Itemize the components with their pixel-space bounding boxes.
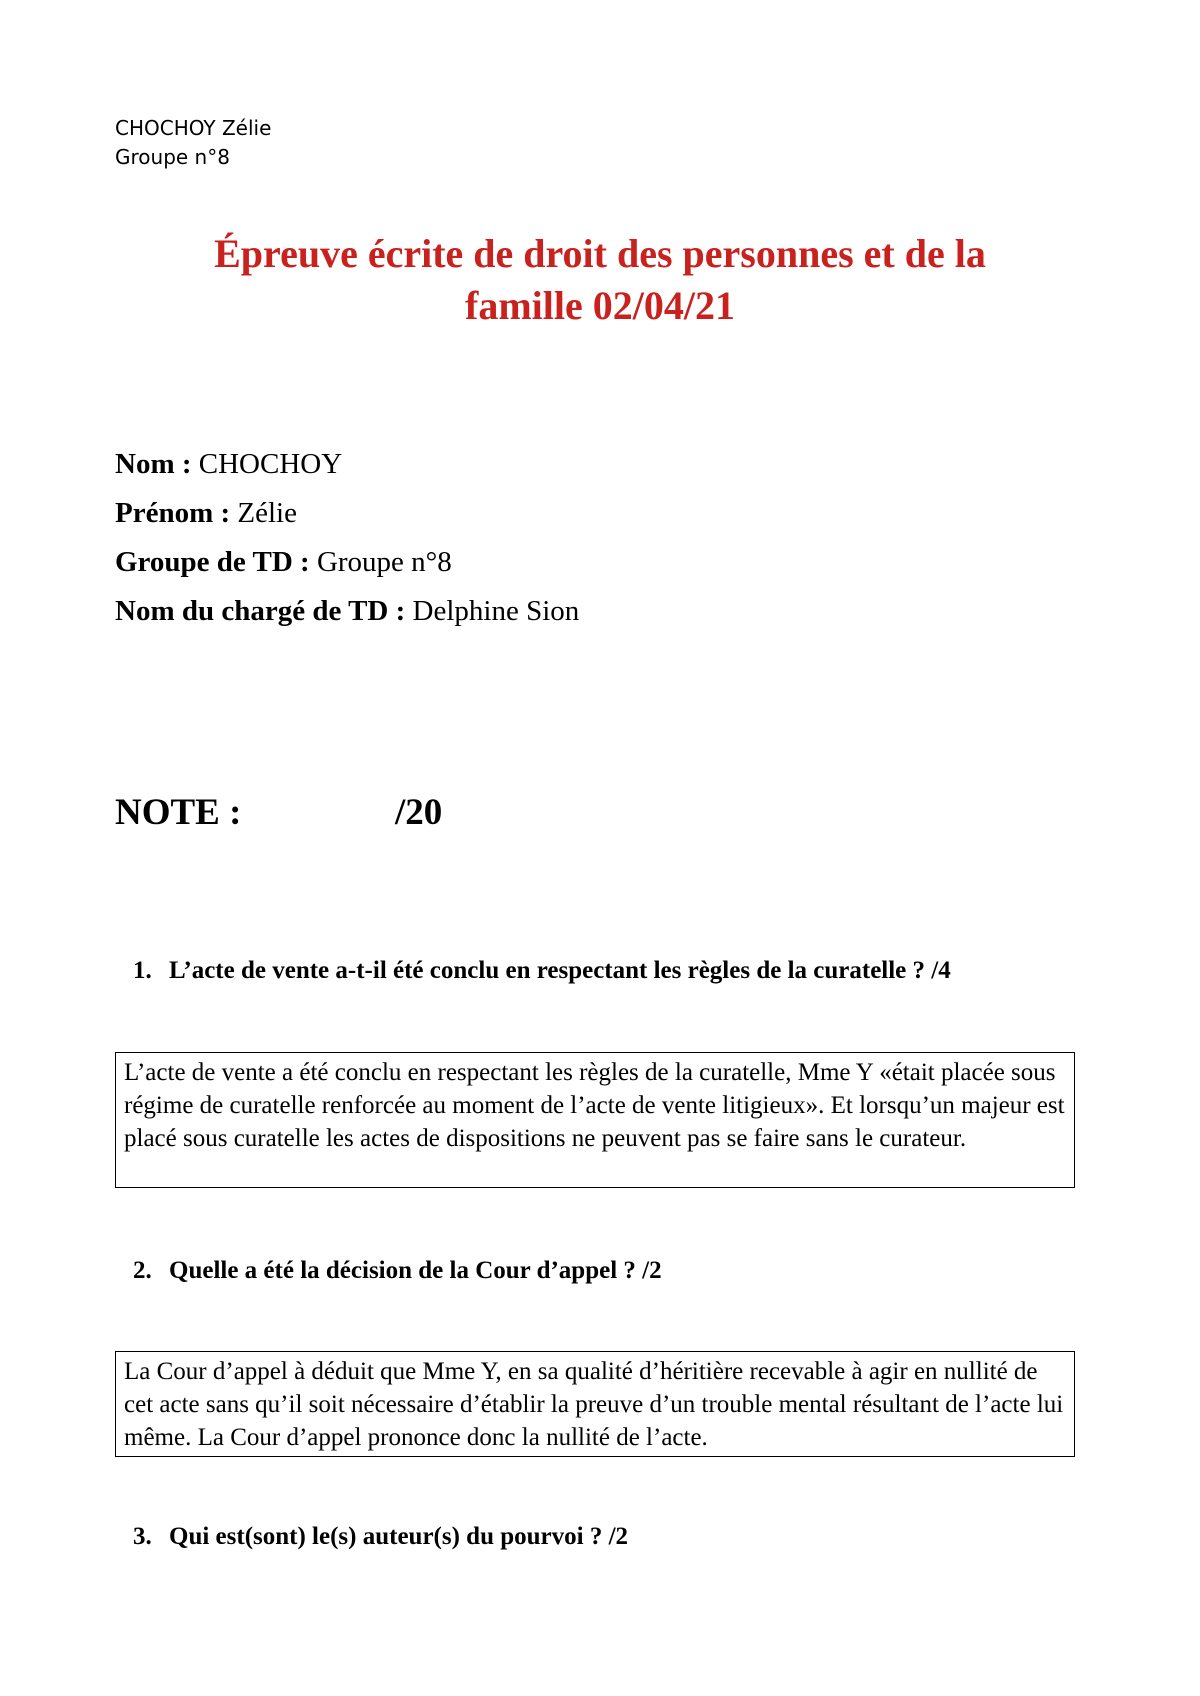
answer-box-1: [115, 1052, 1075, 1188]
title-line-2: famille 02/04/21: [465, 283, 735, 328]
info-value: CHOCHOY: [198, 448, 343, 480]
question-text: L’acte de vente a-t-il été conclu en respectant les règles de la curatelle ? /4: [169, 957, 951, 984]
grade-label: NOTE :: [115, 792, 242, 833]
info-value: Groupe n°8: [316, 546, 452, 578]
info-row-groupe: [115, 538, 579, 587]
student-info: [115, 440, 579, 636]
question-number: 2.: [133, 1257, 152, 1284]
info-label: Prénom :: [115, 497, 231, 529]
question-2: [133, 1255, 662, 1287]
info-value: Delphine Sion: [412, 595, 580, 627]
grade-line: [115, 791, 443, 835]
question-number: 3.: [133, 1523, 152, 1550]
title-line-1: Épreuve écrite de droit des personnes et de la: [214, 231, 986, 276]
document-title: [0, 228, 1200, 332]
question-text: Qui est(sont) le(s) auteur(s) du pourvoi ? /2: [169, 1523, 629, 1550]
info-value: Zélie: [237, 497, 297, 529]
question-text: Quelle a été la décision de la Cour d’appel ? /2: [169, 1257, 662, 1284]
question-1: [133, 955, 951, 987]
info-row-charge: [115, 587, 579, 636]
question-3: [133, 1521, 628, 1553]
grade-score: /20: [395, 792, 443, 833]
info-row-prenom: [115, 489, 579, 538]
answer-box-2: [115, 1351, 1075, 1457]
document-header: [115, 114, 271, 172]
info-label: Nom :: [115, 448, 192, 480]
info-label: Nom du chargé de TD :: [115, 595, 406, 627]
author-name: CHOCHOY Zélie: [115, 116, 272, 140]
author-group: Groupe n°8: [115, 145, 230, 169]
info-label: Groupe de TD :: [115, 546, 310, 578]
answer-text: La Cour d’appel à déduit que Mme Y, en sa qualité d’héritière recevable à agir en nullité de cet acte sans qu’il soit nécessaire d’établir la preuve d’un trouble mental résultant de l’acte lui même. La Cour d’appel prononce donc la nullité de l’acte.: [124, 1358, 1064, 1451]
answer-text: L’acte de vente a été conclu en respectant les règles de la curatelle, Mme Y «était placée sous régime de curatelle renforcée au moment de l’acte de vente litigieux». Et lorsqu’un majeur est placé sous curatelle les actes de dispositions ne peuvent pas se faire sans le curateur.: [124, 1059, 1065, 1152]
info-row-nom: [115, 440, 579, 489]
question-number: 1.: [133, 957, 152, 984]
